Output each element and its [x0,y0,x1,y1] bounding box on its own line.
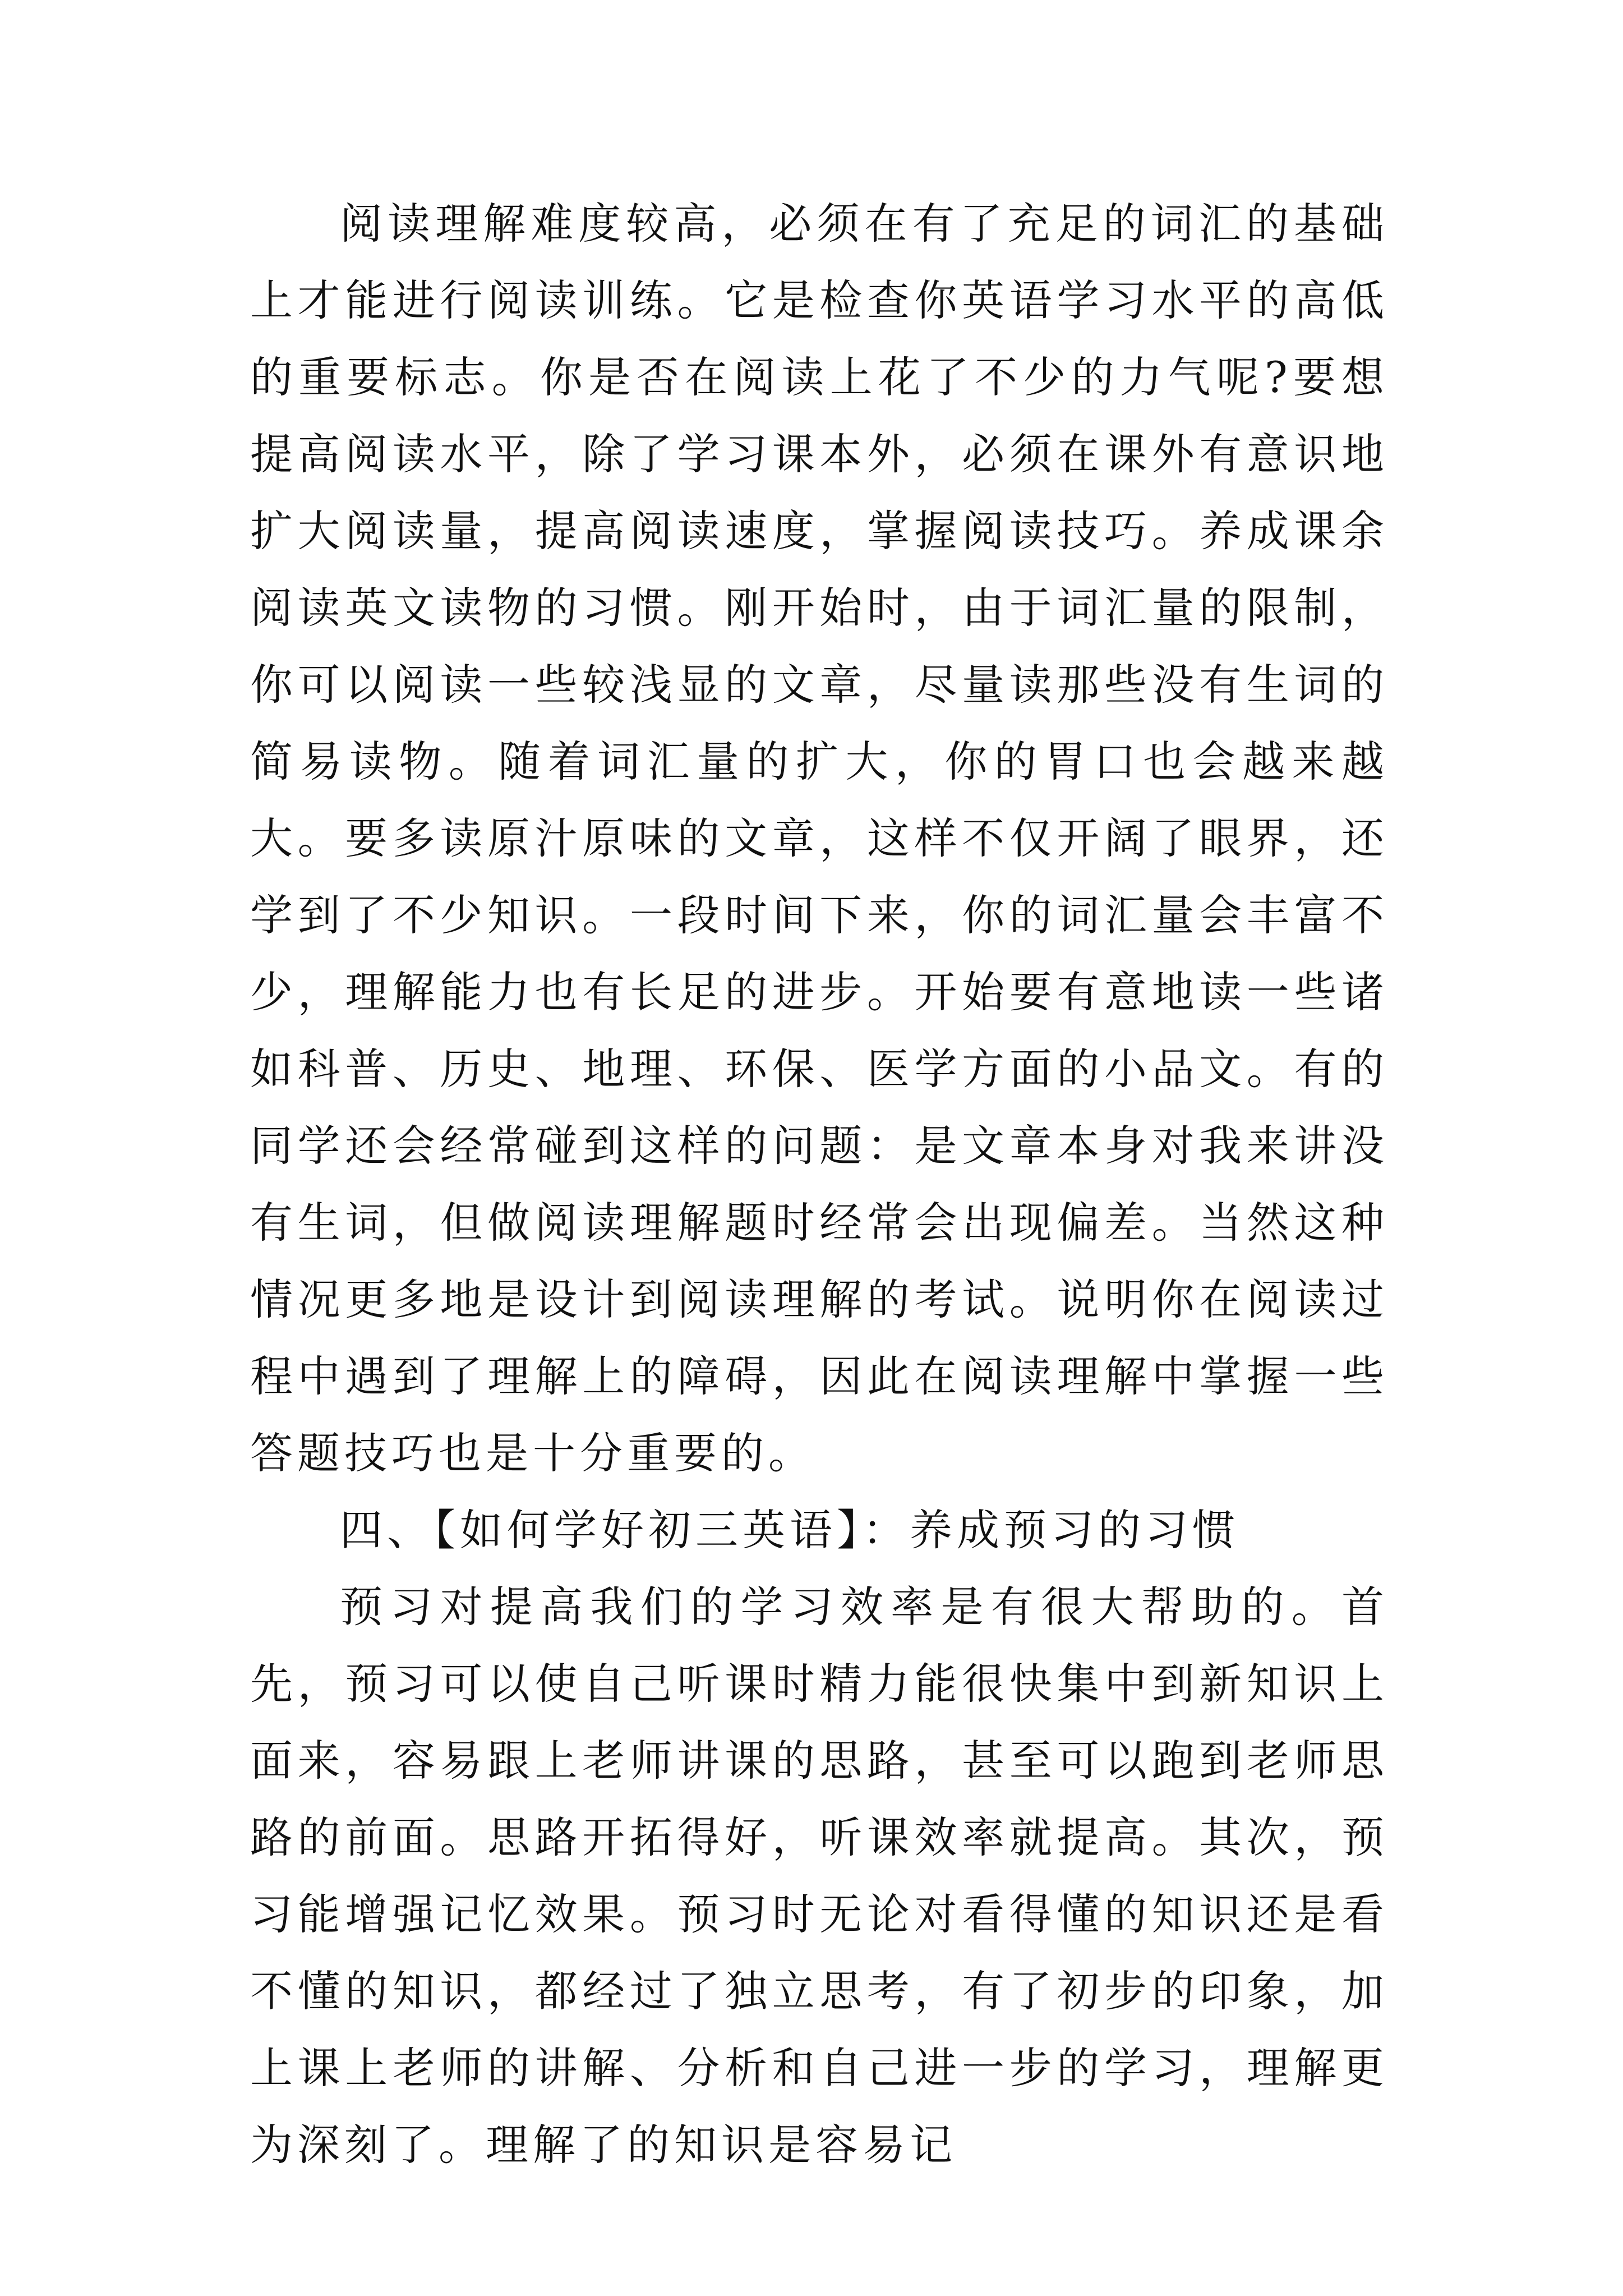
section-heading-preview-habit: 四、【如何学好初三英语】：养成预习的习惯 [340,1505,1239,1555]
paragraph-reading-comprehension: 阅读理解难度较高，必须在有了充足的词汇的基础上才能进行阅读训练。它是检查你英语学习水平的高低的重要标志。你是否在阅读上花了不少的力气呢?要想提高阅读水平，除了学习课本外，必须在课外有意识地扩大阅读量，提高阅读速度，掌握阅读技巧。养成课余阅读英文读物的习惯。刚开始时，由于词汇量的限制，你可以阅读一些较浅显的文章，尽量读那些没有生词的简易读物。随着词汇量的扩大，你的胃口也会越来越大。要多读原汁原味的文章，这样不仅开阔了眼界，还学到了不少知识。一段时间下来，你的词汇量会丰富不少，理解能力也有长足的进步。开始要有意地读一些诸如科普、历史、地理、环保、医学方面的小品文。有的同学还会经常碰到这样的问题：是文章本身对我来讲没有生词，但做阅读理解题时经常会出现偏差。当然这种情况更多地是设计到阅读理解的考试。说明你在阅读过程中遇到了理解上的障碍，因此在阅读理解中掌握一些答题技巧也是十分重要的。 [250,199,1389,1478]
document-body [250,185,1389,2183]
paragraph-preview-benefits: 预习对提高我们的学习效率是有很大帮助的。首先，预习可以使自己听课时精力能很快集中到新知识上面来，容易跟上老师讲课的思路，甚至可以跑到老师思路的前面。思路开拓得好，听课效率就提高。其次，预习能增强记忆效果。预习时无论对看得懂的知识还是看不懂的知识，都经过了独立思考，有了初步的印象，加上课上老师的讲解、分析和自己进一步的学习，理解更为深刻了。理解了的知识是容易记 [250,1582,1389,2170]
